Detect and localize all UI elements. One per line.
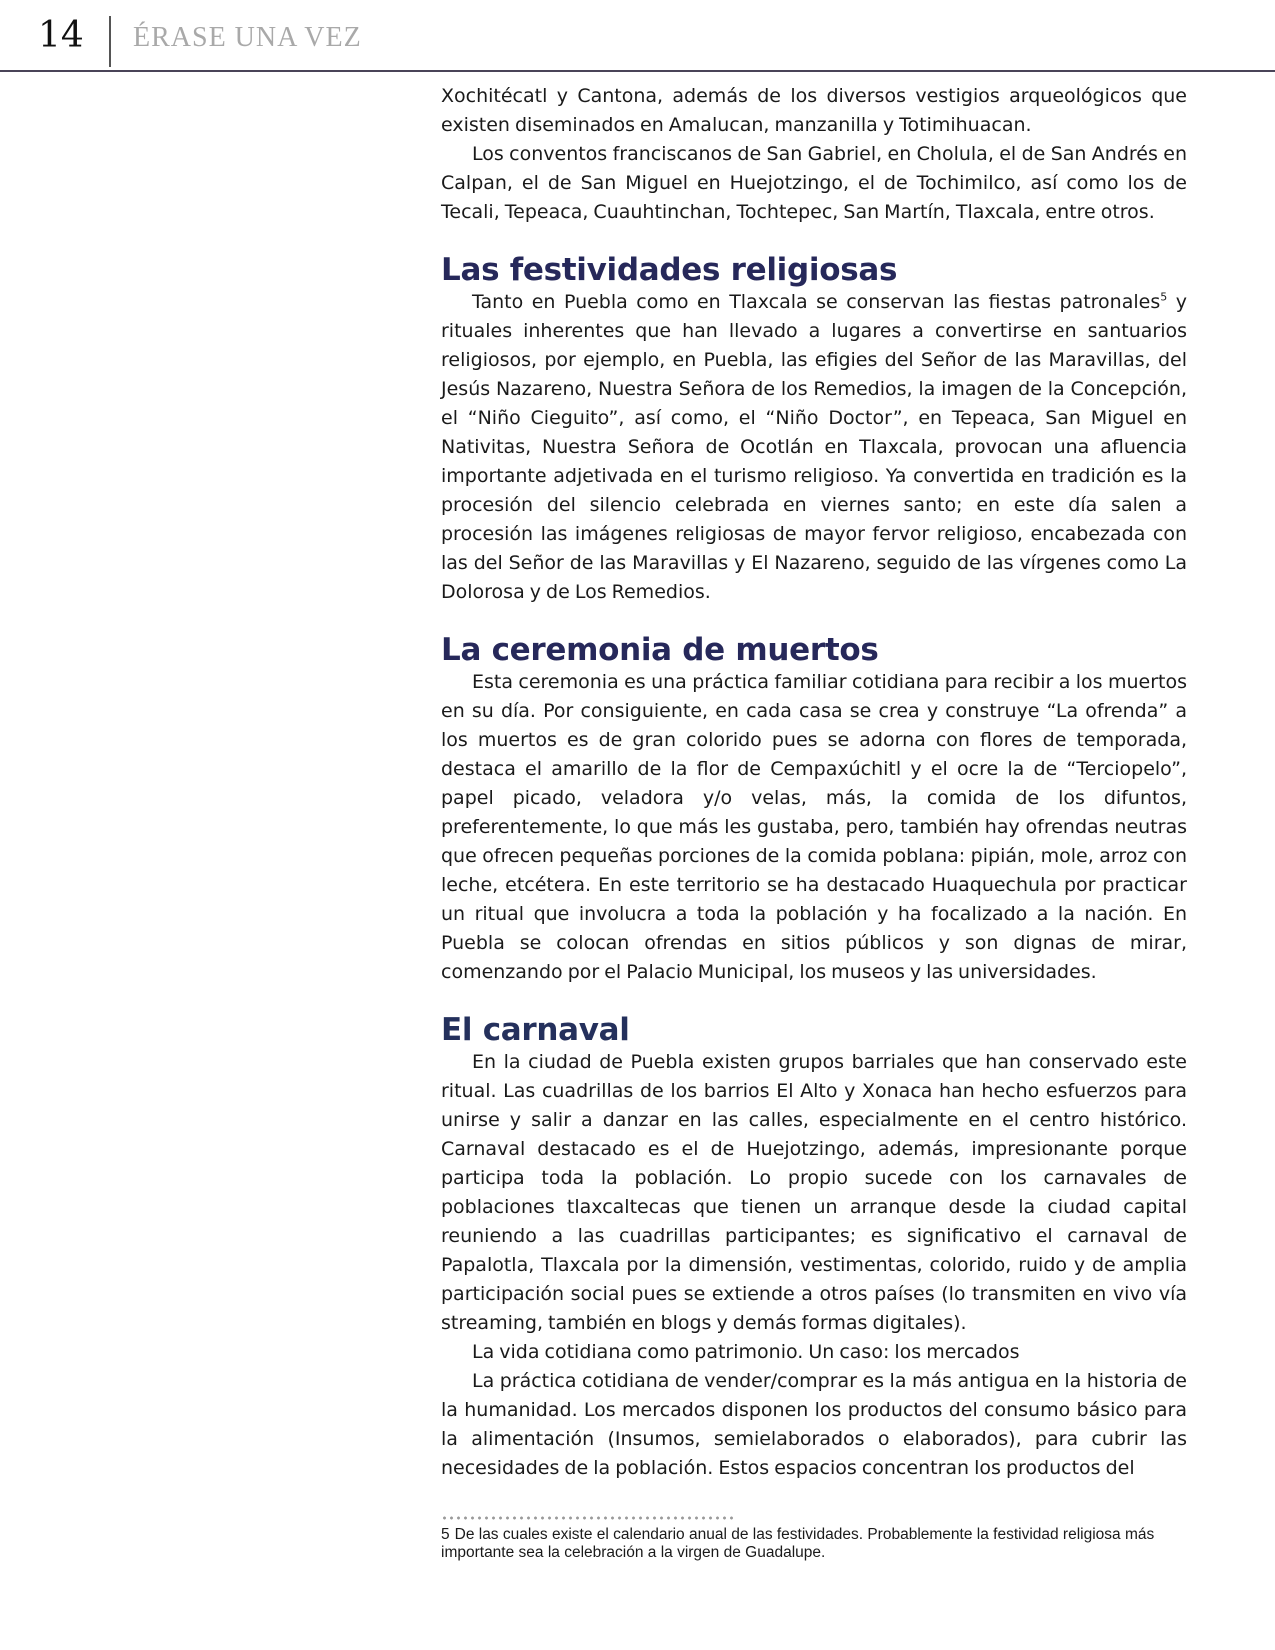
header-divider (109, 16, 111, 67)
page-header (0, 0, 1275, 72)
footnote-text: De las cuales existe el calendario anual de las festividades. Probablemente la festividad religiosa más importante sea la celebración a la virgen de Guadalupe. (441, 1526, 1155, 1561)
paragraph-festividades-rest: y rituales inherentes que han llevado a lugares a convertirse en santuarios religiosos, por ejemplo, en Puebla, las efigies del Señor de las Maravillas, del Jesús Nazareno, Nuestra Señora de los Remedios, la imagen de la Concepción, el “Niño Cieguito”, así como, el “Niño Doctor”, en Tepeaca, San Miguel en Nativitas, Nuestra Señora de Ocotlán en Tlaxcala, provocan una afluencia importante adjetivada en el turismo religioso. Ya convertida en tradición es la procesión del silencio celebrada en viernes santo; en este día salen a procesión las imágenes religiosas de mayor fervor religioso, encabezada con las del Señor de las Maravillas y El Nazareno, seguido de las vírgenes como La Dolorosa y de Los Remedios. (441, 291, 1187, 603)
footnote-number: 5 (441, 1526, 450, 1543)
paragraph-festividades-start: Tanto en Puebla como en Tlaxcala se conservan las fiestas patronales (472, 291, 1161, 313)
paragraph-intro-1: Xochitécatl y Cantona, además de los diversos vestigios arqueológicos que existen diseminados en Amalucan, manzanilla y Totimihuacan. (441, 85, 1187, 136)
paragraph-mercados: La práctica cotidiana de vender/comprar es la más antigua en la historia de la humanidad. Los mercados disponen los productos del consumo básico para la alimentación (Insumos, semielaborados o elaborados), para cubrir las necesidades de la población. Estos espacios concentran los productos del (441, 1370, 1187, 1479)
section-heading-festividades: Las festividades religiosas (441, 252, 898, 288)
footnote (441, 1526, 1187, 1562)
section-heading-carnaval: El carnaval (441, 1012, 630, 1048)
paragraph-carnaval: En la ciudad de Puebla existen grupos barriales que han conservado este ritual. Las cuadrillas de los barrios El Alto y Xonaca han hecho esfuerzos para unirse y salir a danzar en las calles, especialmente en el centro histórico. Carnaval destacado es el de Huejotzingo, además, impresionante porque participa toda la población. Lo propio sucede con los carnavales de poblaciones tlaxcaltecas que tienen un arranque desde la ciudad capital reuniendo a las cuadrillas participantes; es significativo el carnaval de Papalotla, Tlaxcala por la dimensión, vestimentas, colorido, ruido y de amplia participación social pues se extiende a otros países (lo transmiten en vivo vía streaming, también en blogs y demás formas digitales). (441, 1051, 1187, 1334)
paragraph-festividades (441, 288, 1187, 607)
paragraph-muertos: Esta ceremonia es una práctica familiar cotidiana para recibir a los muertos en su día. Por consiguiente, en cada casa se crea y construye “La ofrenda” a los muertos es de gran colorido pues se adorna con flores de temporada, destaca el amarillo de la flor de Cempaxúchitl y el ocre la de “Terciopelo”, papel picado, veladora y/o velas, más, la comida de los difuntos, preferentemente, lo que más les gustaba, pero, también hay ofrendas neutras que ofrecen pequeñas porciones de la comida poblana: pipián, mole, arroz con leche, etcétera. En este territorio se ha destacado Huaquechula por practicar un ritual que involucra a toda la población y ha focalizado a la nación. En Puebla se colocan ofrendas en sitios públicos y son dignas de mirar, comenzando por el Palacio Municipal, los museos y las universidades. (441, 671, 1187, 983)
footnote-separator (441, 1516, 733, 1520)
paragraph-intro-2: Los conventos franciscanos de San Gabriel, en Cholula, el de San Andrés en Calpan, el de San Miguel en Huejotzingo, el de Tochimilco, así como los de Tecali, Tepeaca, Cuauhtinchan, Tochtepec, San Martín, Tlaxcala, entre otros. (441, 143, 1187, 223)
footnote-reference: 5 (1160, 290, 1168, 304)
main-text-column (441, 82, 1187, 1483)
section-heading-muertos: La ceremonia de muertos (441, 632, 879, 668)
page-number: 14 (38, 15, 84, 56)
running-title: ÉRASE UNA VEZ (133, 22, 362, 53)
paragraph-mercados-title: La vida cotidiana como patrimonio. Un caso: los mercados (472, 1341, 1020, 1363)
